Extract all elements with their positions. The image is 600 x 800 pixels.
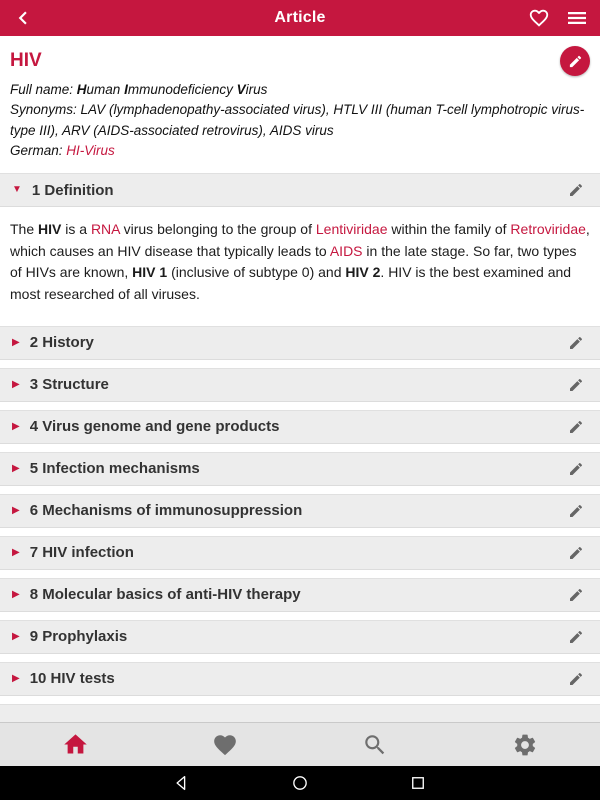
text-segment: virus belonging to the group of <box>119 221 316 237</box>
section-title: 1 Definition <box>31 181 114 199</box>
expand-arrow-icon: ▶ <box>12 378 20 390</box>
text-segment: . HIV is the best examined and most researched of all viruses. <box>10 264 572 303</box>
bottom-toolbar <box>0 722 600 766</box>
section-title: 7 HIV infection <box>29 544 134 562</box>
android-back-icon <box>173 774 191 792</box>
favorites-tab-button[interactable] <box>150 723 300 766</box>
android-navigation-bar <box>0 766 600 800</box>
menu-button[interactable] <box>562 3 592 33</box>
expand-arrow-icon: ▶ <box>12 336 20 348</box>
back-button[interactable] <box>8 3 38 33</box>
section-title: 6 Mechanisms of immunosuppression <box>29 502 303 520</box>
text-segment: is a <box>61 221 91 237</box>
expand-arrow-icon: ▶ <box>12 504 20 516</box>
edit-section-button[interactable] <box>564 667 588 691</box>
expand-arrow-icon: ▶ <box>12 672 20 684</box>
inline-link[interactable]: HI-Virus <box>66 142 115 158</box>
section-header[interactable] <box>0 494 600 528</box>
text-segment: in the late stage. So far, two types of HIVs are known, <box>10 242 577 281</box>
synonyms-line <box>10 100 590 141</box>
expand-arrow-icon: ▶ <box>12 420 20 432</box>
section-title: 4 Virus genome and gene products <box>29 418 280 436</box>
pencil-icon <box>568 419 584 435</box>
settings-tab-button[interactable] <box>450 723 600 766</box>
text-segment: I <box>124 82 128 97</box>
android-recents-icon <box>409 774 427 792</box>
section-header[interactable] <box>0 368 600 402</box>
edit-section-button[interactable] <box>564 499 588 523</box>
menu-icon <box>565 6 589 30</box>
pencil-icon <box>568 629 584 645</box>
definition-paragraph <box>0 215 600 318</box>
text-segment: uman <box>86 82 125 97</box>
section-header[interactable] <box>0 578 600 612</box>
section-title: 5 Infection mechanisms <box>29 460 200 478</box>
text-segment: within the family of <box>387 221 511 237</box>
edit-article-button[interactable] <box>560 46 590 76</box>
edit-section-button[interactable] <box>564 457 588 481</box>
section-header[interactable] <box>0 410 600 444</box>
edit-section-button[interactable] <box>564 541 588 565</box>
pencil-icon <box>568 671 584 687</box>
section-header[interactable] <box>0 662 600 696</box>
pencil-icon <box>568 54 583 69</box>
section-header[interactable] <box>0 620 600 654</box>
pencil-icon <box>568 335 584 351</box>
edit-section-button[interactable] <box>564 415 588 439</box>
home-icon <box>62 731 89 758</box>
section-header[interactable] <box>0 173 600 207</box>
section-list <box>0 173 600 696</box>
favorite-button[interactable] <box>524 3 554 33</box>
section-header[interactable] <box>0 326 600 360</box>
inline-link[interactable]: RNA <box>90 221 120 237</box>
pencil-icon <box>568 377 584 393</box>
collapse-arrow-icon: ▼ <box>12 184 22 195</box>
home-tab-button[interactable] <box>0 723 150 766</box>
section-title: 3 Structure <box>29 376 109 394</box>
top-bar-actions <box>524 3 592 33</box>
article-title-row <box>0 36 600 78</box>
pencil-icon <box>568 182 584 198</box>
text-segment: HIV 2 <box>345 264 381 281</box>
edit-section-button[interactable] <box>564 331 588 355</box>
text-segment: H <box>76 82 87 97</box>
inline-link[interactable]: AIDS <box>329 242 363 259</box>
edit-section-button[interactable] <box>564 583 588 607</box>
pencil-icon <box>568 461 584 477</box>
section-title: 2 History <box>29 334 94 352</box>
android-home-icon <box>291 774 309 792</box>
full-name-line <box>10 80 590 100</box>
expand-arrow-icon: ▶ <box>12 462 20 474</box>
inline-link[interactable]: Retroviridae <box>510 221 586 237</box>
inline-link[interactable]: Lentiviridae <box>315 221 388 237</box>
expand-arrow-icon: ▶ <box>12 588 20 600</box>
favorites-heart-icon <box>212 732 238 758</box>
search-tab-button[interactable] <box>300 723 450 766</box>
edit-section-button[interactable] <box>564 625 588 649</box>
android-recents-button[interactable] <box>398 769 438 797</box>
search-icon <box>362 732 388 758</box>
expand-arrow-icon: ▶ <box>12 546 20 558</box>
edit-section-button[interactable] <box>564 178 588 202</box>
section-header-partial[interactable] <box>0 704 600 722</box>
back-icon <box>10 5 36 31</box>
section-title: 9 Prophylaxis <box>29 628 128 646</box>
section-title: 10 HIV tests <box>29 670 115 688</box>
pencil-icon <box>568 503 584 519</box>
settings-gear-icon <box>512 732 538 758</box>
section-header[interactable] <box>0 452 600 486</box>
text-segment: V <box>236 82 246 97</box>
text-segment: (inclusive of subtype 0) and <box>167 264 346 281</box>
section-title: 8 Molecular basics of anti-HIV therapy <box>29 586 301 604</box>
heart-outline-icon <box>528 7 550 29</box>
article-meta <box>0 78 600 161</box>
pencil-icon <box>568 545 584 561</box>
android-home-button[interactable] <box>280 769 320 797</box>
text-segment: , which causes an HIV disease that typically leads to <box>10 221 590 259</box>
text-segment: irus <box>245 82 268 97</box>
expand-arrow-icon: ▶ <box>12 630 20 642</box>
edit-section-button[interactable] <box>564 373 588 397</box>
article-content <box>0 36 600 722</box>
text-segment: The <box>10 221 39 237</box>
german-line <box>10 141 590 161</box>
android-back-button[interactable] <box>162 769 202 797</box>
text-segment: HIV 1 <box>132 264 168 281</box>
pencil-icon <box>568 587 584 603</box>
text-segment: Synonyms: LAV (lymphadenopathy-associated virus), HTLV III (human T-cell lymphotropic virus-type III), ARV (AIDS-associated retrovirus), AIDS virus <box>10 102 585 138</box>
section-header[interactable] <box>0 536 600 570</box>
top-app-bar <box>0 0 600 36</box>
text-segment: HIV <box>38 221 62 237</box>
text-segment: Full name: <box>10 82 77 97</box>
article-title: HIV <box>10 50 42 71</box>
text-segment: German: <box>10 142 67 158</box>
screen-title: Article <box>274 9 326 26</box>
text-segment: mmunodeficiency <box>127 82 237 97</box>
